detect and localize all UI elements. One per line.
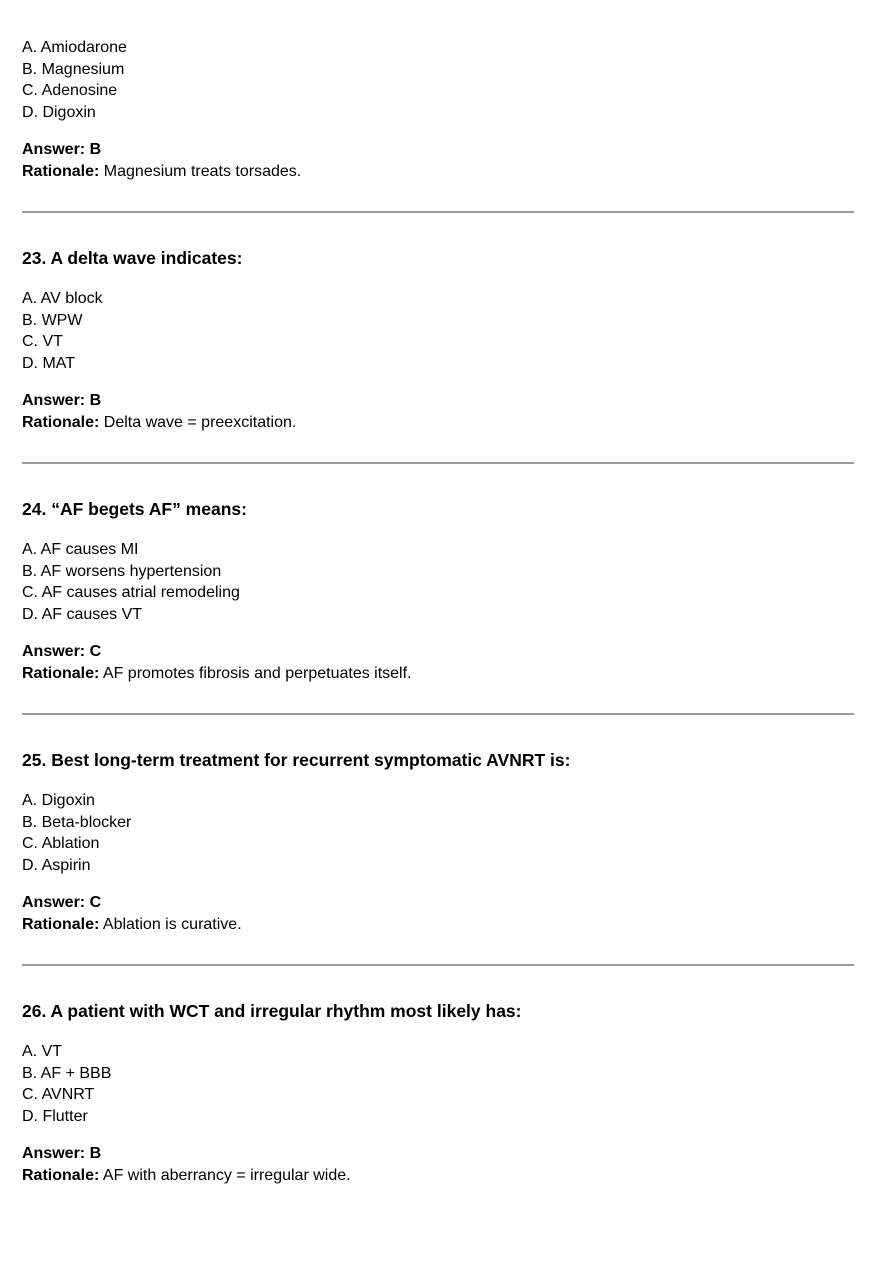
- rationale-label: Rationale:: [22, 664, 100, 682]
- option-line: C. AF causes atrial remodeling: [22, 584, 240, 601]
- option-line: B. WPW: [22, 311, 83, 329]
- option-line: A. AF causes MI: [22, 541, 139, 558]
- rationale-label: Rationale:: [22, 162, 100, 180]
- answer-rationale: [22, 641, 854, 684]
- answer-value: B: [89, 392, 102, 409]
- answer-line: [22, 390, 854, 412]
- rationale-text: AF promotes fibrosis and perpetuates itself.: [102, 664, 412, 682]
- option-line: B. AF + BBB: [22, 1064, 112, 1082]
- option-line: C. Adenosine: [22, 82, 118, 99]
- rationale-text: Delta wave = preexcitation.: [103, 413, 297, 431]
- question-block-26: [22, 1000, 854, 1186]
- rationale-text: Magnesium treats torsades.: [103, 162, 302, 180]
- rationale-label: Rationale:: [22, 915, 100, 933]
- options-list: [22, 1041, 854, 1127]
- options-list: [22, 539, 854, 625]
- answer-line: [22, 892, 854, 914]
- rationale-line: [22, 1165, 854, 1187]
- rationale-text: AF with aberrancy = irregular wide.: [102, 1166, 351, 1184]
- section-divider: [22, 211, 854, 213]
- answer-rationale: [22, 892, 854, 935]
- answer-rationale: [22, 390, 854, 433]
- option-line: A. VT: [22, 1043, 63, 1060]
- question-title: 23. A delta wave indicates:: [22, 248, 243, 268]
- option-line: D. Flutter: [22, 1107, 88, 1125]
- option-line: B. AF worsens hypertension: [22, 562, 222, 580]
- answer-value: B: [89, 141, 102, 158]
- question-title: 24. “AF begets AF” means:: [22, 499, 247, 519]
- answer-label: Answer:: [22, 392, 86, 409]
- rationale-line: [22, 412, 854, 434]
- option-line: C. VT: [22, 333, 63, 350]
- option-line: C. AVNRT: [22, 1086, 95, 1103]
- options-list: [22, 37, 854, 123]
- question-title: 25. Best long-term treatment for recurrent symptomatic AVNRT is:: [22, 750, 571, 770]
- rationale-label: Rationale:: [22, 413, 100, 431]
- answer-value: C: [89, 643, 102, 660]
- option-line: B. Beta-blocker: [22, 813, 132, 831]
- option-line: C. Ablation: [22, 835, 100, 852]
- option-line: A. Digoxin: [22, 792, 95, 809]
- answer-label: Answer:: [22, 894, 86, 911]
- option-line: A. AV block: [22, 290, 103, 307]
- answer-line: [22, 139, 854, 161]
- option-line: D. Digoxin: [22, 103, 96, 121]
- answer-line: [22, 641, 854, 663]
- option-line: B. Magnesium: [22, 60, 125, 78]
- option-line: A. Amiodarone: [22, 39, 127, 56]
- answer-label: Answer:: [22, 141, 86, 158]
- answer-line: [22, 1143, 854, 1165]
- section-divider: [22, 713, 854, 715]
- rationale-line: [22, 161, 854, 183]
- answer-label: Answer:: [22, 643, 86, 660]
- option-line: D. MAT: [22, 354, 76, 372]
- rationale-line: [22, 914, 854, 936]
- options-list: [22, 288, 854, 374]
- quiz-document: [0, 37, 880, 1186]
- answer-label: Answer:: [22, 1145, 86, 1162]
- question-block-24: [22, 498, 854, 684]
- option-line: D. AF causes VT: [22, 605, 143, 623]
- question-block-partial: [22, 37, 854, 182]
- option-line: D. Aspirin: [22, 856, 91, 874]
- answer-rationale: [22, 139, 854, 182]
- question-block-23: [22, 247, 854, 433]
- answer-rationale: [22, 1143, 854, 1186]
- section-divider: [22, 462, 854, 464]
- section-divider: [22, 964, 854, 966]
- answer-value: B: [89, 1145, 102, 1162]
- rationale-label: Rationale:: [22, 1166, 100, 1184]
- question-title: 26. A patient with WCT and irregular rhythm most likely has:: [22, 1001, 522, 1021]
- options-list: [22, 790, 854, 876]
- answer-value: C: [89, 894, 102, 911]
- rationale-text: Ablation is curative.: [102, 915, 242, 933]
- question-block-25: [22, 749, 854, 935]
- rationale-line: [22, 663, 854, 685]
